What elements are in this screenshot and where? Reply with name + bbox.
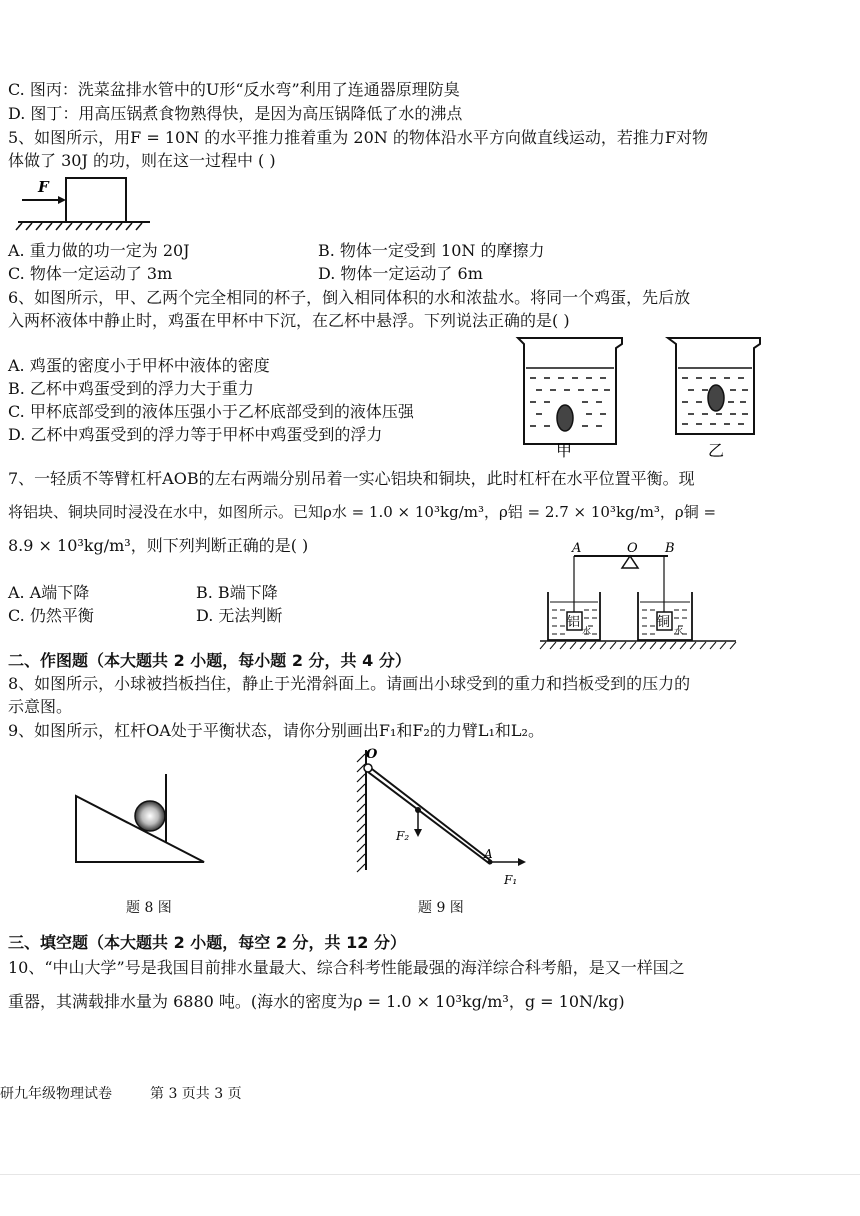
q7-option-b: B. B端下降 [196, 583, 278, 602]
q7-stem-line3: 8.9 × 10³kg/m³，则下列判断正确的是( ) [8, 536, 309, 555]
q7-label-o: O [627, 541, 638, 556]
q7-block-right-label: 铜 [657, 615, 671, 630]
q7-option-c: C. 仍然平衡 [8, 606, 94, 625]
q5-option-a: A. 重力做的功一定为 20J [8, 241, 190, 260]
q7-option-d: D. 无法判断 [196, 606, 283, 625]
fig9-lever-b [368, 772, 490, 864]
q6-cup-left [518, 338, 622, 444]
q5-stem-line2: 体做了 30J 的功，则在这一过程中 ( ) [8, 151, 276, 170]
fig9-pivot [364, 764, 372, 772]
q8-stem-line2: 示意图。 [8, 697, 73, 716]
fig9-label-f1: F₁ [504, 873, 518, 887]
q5-stem-line1: 5、如图所示，用F = 10N 的水平推力推着重为 20N 的物体沿水平方向做直线运动，若推力F对物 [8, 128, 708, 147]
fig9-diagram [346, 744, 536, 890]
q6-cup-right [668, 338, 760, 434]
q7-stem-line2: 将铝块、铜块同时浸没在水中，如图所示。已知ρ水 = 1.0 × 10³kg/m³，ρ铝 = 2.7 × 10³kg/m³，ρ铜 = [8, 503, 717, 521]
q9-stem: 9、如图所示，杠杆OA处于平衡状态，请你分别画出F₁和F₂的力臂L₁和L₂。 [8, 721, 544, 740]
fig9-lever-a [368, 766, 490, 860]
q6-option-b: B. 乙杯中鸡蛋受到的浮力大于重力 [8, 379, 254, 398]
fig9-label-o: O [366, 747, 378, 762]
q7-water-left-label: 水 [582, 627, 592, 637]
q10-stem-line2: 重器，其满载排水量为 6880 吨。(海水的密度为ρ = 1.0 × 10³kg/m³，g = 10N/kg) [8, 992, 625, 1011]
q6-option-a: A. 鸡蛋的密度小于甲杯中液体的密度 [8, 356, 270, 375]
fig8-caption: 题 8 图 [126, 900, 172, 916]
q7-label-b: B [665, 541, 675, 556]
q6-label-right: 乙 [707, 441, 725, 460]
fig9-label-a: A [484, 847, 493, 861]
q8-stem-line1: 8、如图所示，小球被挡板挡住，静止于光滑斜面上。请画出小球受到的重力和挡板受到的压力的 [8, 674, 691, 693]
q7-label-a: A [572, 541, 582, 556]
q4-option-d: D. 图丁：用高压锅煮食物熟得快，是因为高压锅降低了水的沸点 [8, 104, 463, 123]
q7-stem-line1: 7、一轻质不等臂杠杆AOB的左右两端分别吊着一实心铝块和铜块，此时杠杆在水平位置平衡。现 [8, 469, 695, 488]
q7-fulcrum [622, 556, 638, 568]
q5-figure [14, 176, 154, 232]
fig8-ball [135, 801, 165, 831]
q6-egg-right [708, 385, 724, 411]
fig9-caption: 题 9 图 [418, 900, 464, 916]
page-bottom-edge [0, 1174, 860, 1175]
q7-figure [540, 540, 740, 652]
q5-option-d: D. 物体一定运动了 6m [318, 264, 483, 283]
q7-option-a: A. A端下降 [8, 583, 90, 602]
footer-exam-name: 研九年级物理试卷 [0, 1086, 112, 1102]
q4-option-c: C. 图丙：洗菜盆排水管中的U形“反水弯”利用了连通器原理防臭 [8, 80, 460, 99]
q7-water-right-label: 水 [674, 627, 684, 637]
q10-stem-line1: 10、“中山大学”号是我国目前排水量最大、综合科考性能最强的海洋综合科考船，是又一样国之 [8, 958, 685, 977]
q6-option-c: C. 甲杯底部受到的液体压强小于乙杯底部受到的液体压强 [8, 402, 414, 421]
fig9-label-f2: F₂ [396, 829, 410, 843]
q5-block [66, 178, 126, 222]
fig8-diagram [70, 752, 210, 868]
section2-title: 二、作图题（本大题共 2 小题，每小题 2 分，共 4 分） [8, 651, 411, 670]
q6-stem-line2: 入两杯液体中静止时，鸡蛋在甲杯中下沉，在乙杯中悬浮。下列说法正确的是( ) [8, 311, 570, 330]
q5-option-c: C. 物体一定运动了 3m [8, 264, 173, 283]
q6-egg-left [557, 405, 573, 431]
q6-stem-line1: 6、如图所示，甲、乙两个完全相同的杯子，倒入相同体积的水和浓盐水。将同一个鸡蛋，先后放 [8, 288, 691, 307]
q5-force-label: F [38, 178, 49, 196]
footer-page-number: 第 3 页共 3 页 [150, 1086, 242, 1102]
q6-option-d: D. 乙杯中鸡蛋受到的浮力等于甲杯中鸡蛋受到的浮力 [8, 425, 383, 444]
q5-option-b: B. 物体一定受到 10N 的摩擦力 [318, 241, 545, 260]
q7-block-left-label: 铝 [567, 615, 581, 630]
q6-label-left: 甲 [555, 441, 573, 460]
section3-title: 三、填空题（本大题共 2 小题，每空 2 分，共 12 分） [8, 933, 406, 952]
q6-figure [512, 334, 762, 458]
